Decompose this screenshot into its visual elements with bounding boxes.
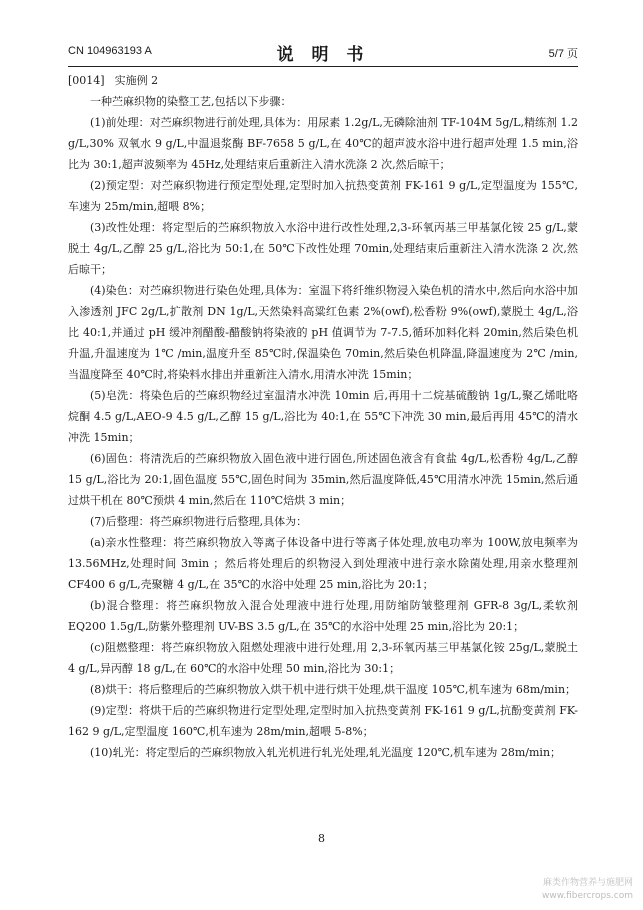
step-modification: (3)改性处理：将定型后的苎麻织物放入水浴中进行改性处理,2,3-环氧丙基三甲基氯化铵 25 g/L,蒙脱土 4g/L,乙醇 25 g/L,浴比为 50:1,在 50℃下改性处理 70min,处理结束后重新注入清水洗涤 2 次,然后晾干；	[68, 221, 578, 276]
substep-mixed: (b)混合整理：将苎麻织物放入混合处理液中进行处理,用防缩防皱整理剂 GFR-8 3g/L,柔软剂 EQ200 1.5g/L,防紫外整理剂 UV-BS 3.5 g/L,在 35℃的水浴中处理 25 min,浴比为 20:1；	[68, 599, 578, 633]
page-header	[68, 40, 578, 65]
example-title: 实施例 2	[114, 74, 159, 87]
step-presetting: (2)预定型：对苎麻织物进行预定型处理,定型时加入抗热变黄剂 FK-161 9 g/L,定型温度为 155℃,车速为 25m/min,超喂 8%；	[68, 179, 578, 213]
watermark	[483, 877, 633, 903]
example-heading	[68, 70, 578, 91]
step-drying: (8)烘干：将后整理后的苎麻织物放入烘干机中进行烘干处理,烘干温度 105℃,机车速为 68m/min；	[90, 683, 577, 696]
page-reference: 5/7 页	[548, 48, 578, 60]
step-color-fixing: (6)固色：将清洗后的苎麻织物放入固色液中进行固色,所述固色液含有食盐 4g/L,松香粉 4g/L,乙醇 15 g/L,浴比为 20:1,固色温度 55℃,固色时间为 35min,然后温度降低,45℃用清水冲洗 15min,然后通过烘干机在 80℃预烘 4 min,然后在 110℃焙烘 3 min；	[68, 452, 578, 507]
header-rule	[68, 66, 578, 67]
step-dyeing: (4)染色：对苎麻织物进行染色处理,具体为：室温下将纤维织物浸入染色机的清水中,然后向水浴中加入渗透剂 JFC 2g/L,扩散剂 DN 1g/L,天然染料高粱红色素 2%(owf),松香粉 9%(owf),蒙脱土 4g/L,浴比 40:1,并通过 pH 缓冲剂醋酸-醋酸钠将染液的 pH 值调节为 7-7.5,循环加料化料 20min,然后染色机升温,升温速度为 1℃ /min,温度升至 85℃时,保温染色 70min,然后染色机降温,降温速度为 2℃ /min,当温度降至 40℃时,将染料水排出并重新注入清水,用清水冲洗 15min；	[68, 284, 578, 381]
watermark-site-name: 麻类作物营养与施肥网	[542, 878, 633, 888]
substep-flame-retardant: (c)阻燃整理：将苎麻织物放入阻燃处理液中进行处理,用 2,3-环氧丙基三甲基氯化铵 25g/L,蒙脱土 4 g/L,异丙醇 18 g/L,在 60℃的水浴中处理 50 min,浴比为 30:1；	[68, 641, 578, 675]
step-finishing: (7)后整理：将苎麻织物进行后整理,具体为：	[90, 515, 308, 528]
step-setting: (9)定型：将烘干后的苎麻织物进行定型处理,定型时加入抗热变黄剂 FK-161 9 g/L,抗酚变黄剂 FK-162 9 g/L,定型温度 160℃,机车速为 28m/min,超喂 5-8%；	[68, 704, 578, 738]
step-calendering: (10)轧光：将定型后的苎麻织物放入轧光机进行轧光处理,轧光温度 120℃,机车速为 28m/min；	[90, 746, 562, 759]
document-body	[68, 70, 578, 763]
step-pretreatment: (1)前处理：对苎麻织物进行前处理,具体为：用尿素 1.2g/L,无磷除油剂 TF-104M 5g/L,精练剂 1.2 g/L,30% 双氧水 9 g/L,中温退浆酶 BF-7658 5 g/L,在 40℃的超声波水浴中进行超声处理 1.5 min,浴比为 30:1,超声波频率为 45Hz,处理结束后重新注入清水洗涤 2 次,然后晾干；	[68, 116, 578, 171]
patent-number: CN 104963193 A	[68, 45, 152, 57]
paragraph-intro: 一种苎麻织物的染整工艺,包括以下步骤：	[90, 95, 292, 108]
document-title: 说 明 书	[276, 45, 370, 65]
substep-hydrophilic: (a)亲水性整理：将苎麻织物放入等离子体设备中进行等离子体处理,放电功率为 100W,放电频率为 13.56MHz,处理时间 3min ；然后将处理后的织物浸入到处理液中进行亲水除菌处理,用亲水整理剂 CF400 6 g/L,壳聚糖 4 g/L,在 35℃的水浴中处理 25 min,浴比为 20:1；	[68, 536, 578, 591]
paragraph-number: [0014]	[68, 74, 105, 87]
page-number: 8	[318, 832, 325, 845]
step-soaping: (5)皂洗：将染色后的苎麻织物经过室温清水冲洗 10min 后,再用十二烷基硫酸钠 1g/L,聚乙烯吡咯烷酮 4.5 g/L,AEO-9 4.5 g/L,乙醇 15 g/L,浴比为 40:1,在 55℃下冲洗 30 min,最后再用 45℃的清水冲洗 15min；	[68, 389, 578, 444]
watermark-url: www.fibercrops.com	[542, 891, 633, 901]
